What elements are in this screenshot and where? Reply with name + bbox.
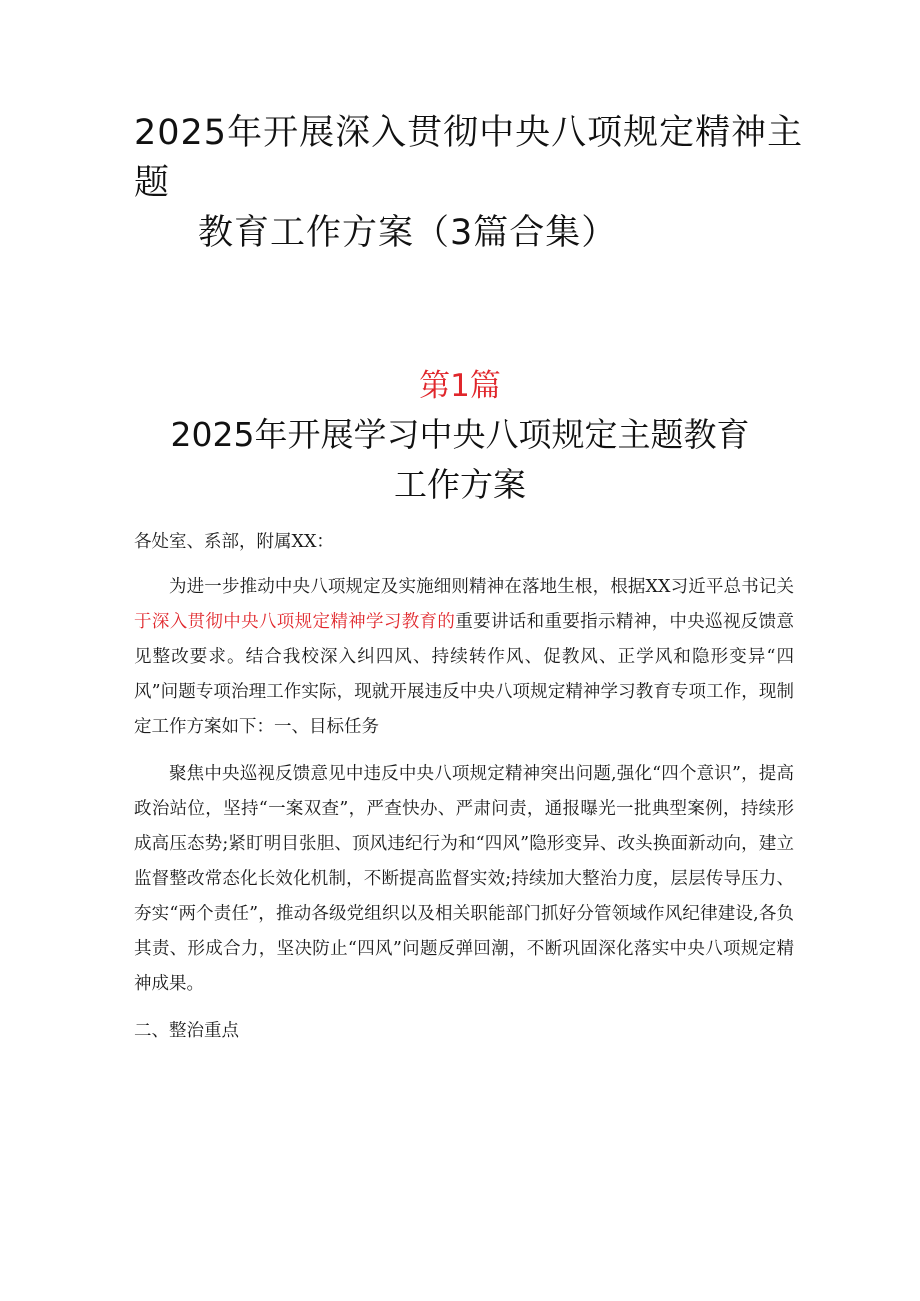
document-title-line1: 2025年开展深入贯彻中央八项规定精神主题 bbox=[134, 113, 804, 203]
part-title-line2: 工作方案 bbox=[394, 465, 526, 504]
part-label: 第1篇 bbox=[419, 368, 501, 404]
highlighted-phrase: 于深入贯彻中央八项规定精神学习教育的 bbox=[134, 612, 456, 632]
document-body bbox=[134, 525, 794, 1049]
section-heading-2: 二、整治重点 bbox=[134, 1021, 239, 1041]
document-title-line2: 教育工作方案（3篇合集） bbox=[198, 213, 618, 253]
paragraph-intro-part-b: 重要讲话和重要指示精神，中央巡视反馈意见整改要求。结合我校深入纠四风、持续转作风、促教风、正学风和隐形变异“四风”问题专项治理工作实际，现就开展违反中央八项规定精神学习教育专项工作，现制定工作方案如下：一、目标任务 bbox=[134, 612, 794, 737]
paragraph-goals: 聚焦中央巡视反馈意见中违反中央八项规定精神突出问题,强化“四个意识”，提高政治站位，坚持“一案双查”，严查快办、严肃问责，通报曝光一批典型案例，持续形成高压态势;紧盯明目张胆、顶风违纪行为和“四风”隐形变异、改头换面新动向，建立监督整改常态化长效化机制，不断提高监督实效;持续加大整治力度，层层传导压力、夯实“两个责任”，推动各级党组织以及相关职能部门抓好分管领域作风纪律建设,各负其责、形成合力，坚决防止“四风”问题反弹回潮，不断巩固深化落实中央八项规定精神成果。 bbox=[134, 764, 794, 994]
paragraph-intro-part-a: 为进一步推动中央八项规定及实施细则精神在落地生根，根据XX习近平总书记关 bbox=[169, 577, 794, 597]
paragraph-intro bbox=[134, 570, 794, 745]
part-title bbox=[0, 410, 920, 510]
document-title bbox=[134, 108, 834, 258]
part-title-line1: 2025年开展学习中央八项规定主题教育 bbox=[170, 415, 750, 454]
salutation: 各处室、系部，附属XX： bbox=[134, 532, 334, 552]
